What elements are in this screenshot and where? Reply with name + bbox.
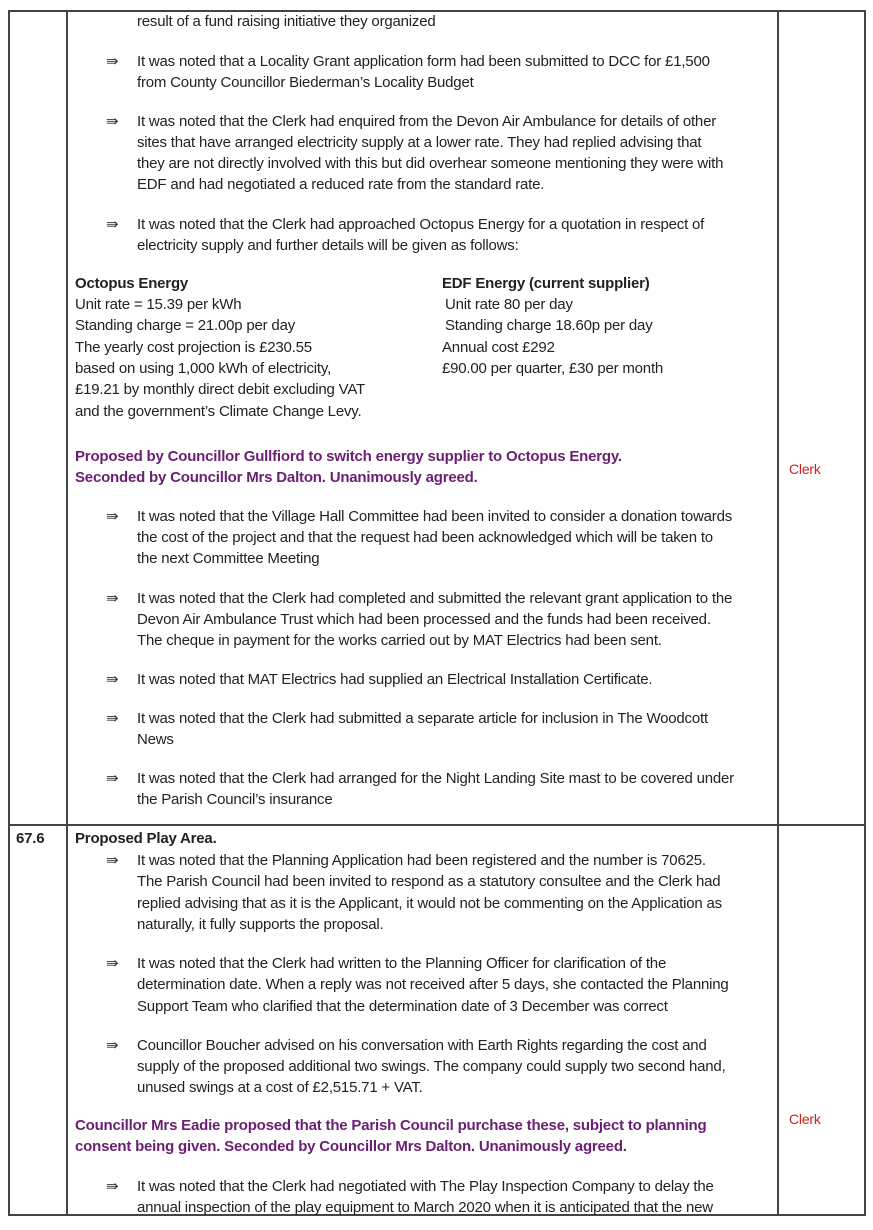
- item-number: 67.6: [16, 830, 45, 847]
- double-arrow-icon: ⇛: [106, 955, 119, 972]
- double-arrow-icon: ⇛: [106, 1037, 119, 1054]
- double-arrow-icon: ⇛: [106, 216, 119, 233]
- bullet-line: from County Councillor Biederman’s Locality Budget: [137, 74, 474, 91]
- bullet-line: determination date. When a reply was not received after 5 days, she contacted the Planning: [137, 976, 729, 993]
- continued-text: result of a fund raising initiative they organized: [137, 13, 436, 30]
- octopus-line: and the government’s Climate Change Levy.: [75, 403, 362, 420]
- bullet-line: naturally, it fully supports the proposal.: [137, 916, 384, 933]
- bullet-line: It was noted that the Clerk had arranged for the Night Landing Site mast to be covered under: [137, 770, 734, 787]
- double-arrow-icon: ⇛: [106, 508, 119, 525]
- row-divider: [8, 824, 866, 826]
- bullet-line: EDF and had negotiated a reduced rate from the standard rate.: [137, 176, 545, 193]
- bullet-line: they are not directly involved with this but did overhear someone mentioning they were with: [137, 155, 724, 172]
- bullet-line: It was noted that a Locality Grant application form had been submitted to DCC for £1,500: [137, 53, 710, 70]
- bullet-line: It was noted that the Clerk had negotiated with The Play Inspection Company to delay the: [137, 1178, 714, 1195]
- double-arrow-icon: ⇛: [106, 710, 119, 727]
- bullet-line: Devon Air Ambulance Trust which had been processed and the funds had been received.: [137, 611, 711, 628]
- bullet-line: It was noted that the Clerk had written to the Planning Officer for clarification of the: [137, 955, 667, 972]
- bullet-line: sites that have arranged electricity supply at a lower rate. They had replied advising that: [137, 134, 702, 151]
- double-arrow-icon: ⇛: [106, 852, 119, 869]
- resolution-line: Councillor Mrs Eadie proposed that the Parish Council purchase these, subject to planning: [75, 1117, 707, 1134]
- bullet-line: It was noted that the Planning Application had been registered and the number is 70625.: [137, 852, 706, 869]
- bullet-line: It was noted that the Clerk had enquired from the Devon Air Ambulance for details of other: [137, 113, 717, 130]
- bullet-line: Support Team who clarified that the determination date of 3 December was correct: [137, 998, 668, 1015]
- resolution-line: Seconded by Councillor Mrs Dalton. Unanimously agreed.: [75, 469, 478, 486]
- double-arrow-icon: ⇛: [106, 53, 119, 70]
- bullet-line: supply of the proposed additional two swings. The company could supply two second hand,: [137, 1058, 726, 1075]
- octopus-heading: Octopus Energy: [75, 275, 189, 292]
- octopus-line: The yearly cost projection is £230.55: [75, 339, 312, 356]
- octopus-line: Unit rate = 15.39 per kWh: [75, 296, 242, 313]
- double-arrow-icon: ⇛: [106, 770, 119, 787]
- bullet-line: It was noted that MAT Electrics had supplied an Electrical Installation Certificate.: [137, 671, 653, 688]
- bullet-line: It was noted that the Clerk had approached Octopus Energy for a quotation in respect of: [137, 216, 705, 233]
- bullet-line: annual inspection of the play equipment to March 2020 when it is anticipated that the new: [137, 1199, 713, 1216]
- edf-line: Annual cost £292: [442, 339, 555, 356]
- double-arrow-icon: ⇛: [106, 113, 119, 130]
- bullet-line: It was noted that the Clerk had completed and submitted the relevant grant application to the: [137, 590, 733, 607]
- action-owner: Clerk: [789, 461, 821, 477]
- double-arrow-icon: ⇛: [106, 1178, 119, 1195]
- column-divider-action: [777, 10, 779, 1216]
- bullet-line: Councillor Boucher advised on his conversation with Earth Rights regarding the cost and: [137, 1037, 707, 1054]
- double-arrow-icon: ⇛: [106, 590, 119, 607]
- column-divider-number: [66, 10, 68, 1216]
- octopus-line: Standing charge = 21.00p per day: [75, 317, 296, 334]
- bullet-line: The cheque in payment for the works carried out by MAT Electrics had been sent.: [137, 632, 662, 649]
- bullet-line: the cost of the project and that the request had been acknowledged which will be taken to: [137, 529, 713, 546]
- octopus-line: based on using 1,000 kWh of electricity,: [75, 360, 332, 377]
- bullet-line: The Parish Council had been invited to respond as a statutory consultee and the Clerk had: [137, 873, 721, 890]
- resolution-line: Proposed by Councillor Gullfiord to switch energy supplier to Octopus Energy.: [75, 448, 622, 465]
- bullet-line: unused swings at a cost of £2,515.71 + VAT.: [137, 1079, 423, 1096]
- bullet-line: electricity supply and further details will be given as follows:: [137, 237, 519, 254]
- bullet-line: the Parish Council’s insurance: [137, 791, 333, 808]
- bullet-line: It was noted that the Clerk had submitted a separate article for inclusion in The Woodcott: [137, 710, 708, 727]
- double-arrow-icon: ⇛: [106, 671, 119, 688]
- action-owner: Clerk: [789, 1111, 821, 1127]
- edf-line: Standing charge 18.60p per day: [445, 317, 653, 334]
- edf-heading: EDF Energy (current supplier): [442, 275, 650, 292]
- bullet-line: It was noted that the Village Hall Committee had been invited to consider a donation towards: [137, 508, 733, 525]
- resolution-line: consent being given. Seconded by Councillor Mrs Dalton. Unanimously agreed.: [75, 1138, 627, 1155]
- octopus-line: £19.21 by monthly direct debit excluding VAT: [75, 381, 365, 398]
- bullet-line: News: [137, 731, 174, 748]
- edf-line: Unit rate 80 per day: [445, 296, 573, 313]
- bullet-line: replied advising that as it is the Applicant, it would not be commenting on the Application as: [137, 895, 722, 912]
- bullet-line: the next Committee Meeting: [137, 550, 320, 567]
- section-title: Proposed Play Area.: [75, 830, 217, 847]
- edf-line: £90.00 per quarter, £30 per month: [442, 360, 664, 377]
